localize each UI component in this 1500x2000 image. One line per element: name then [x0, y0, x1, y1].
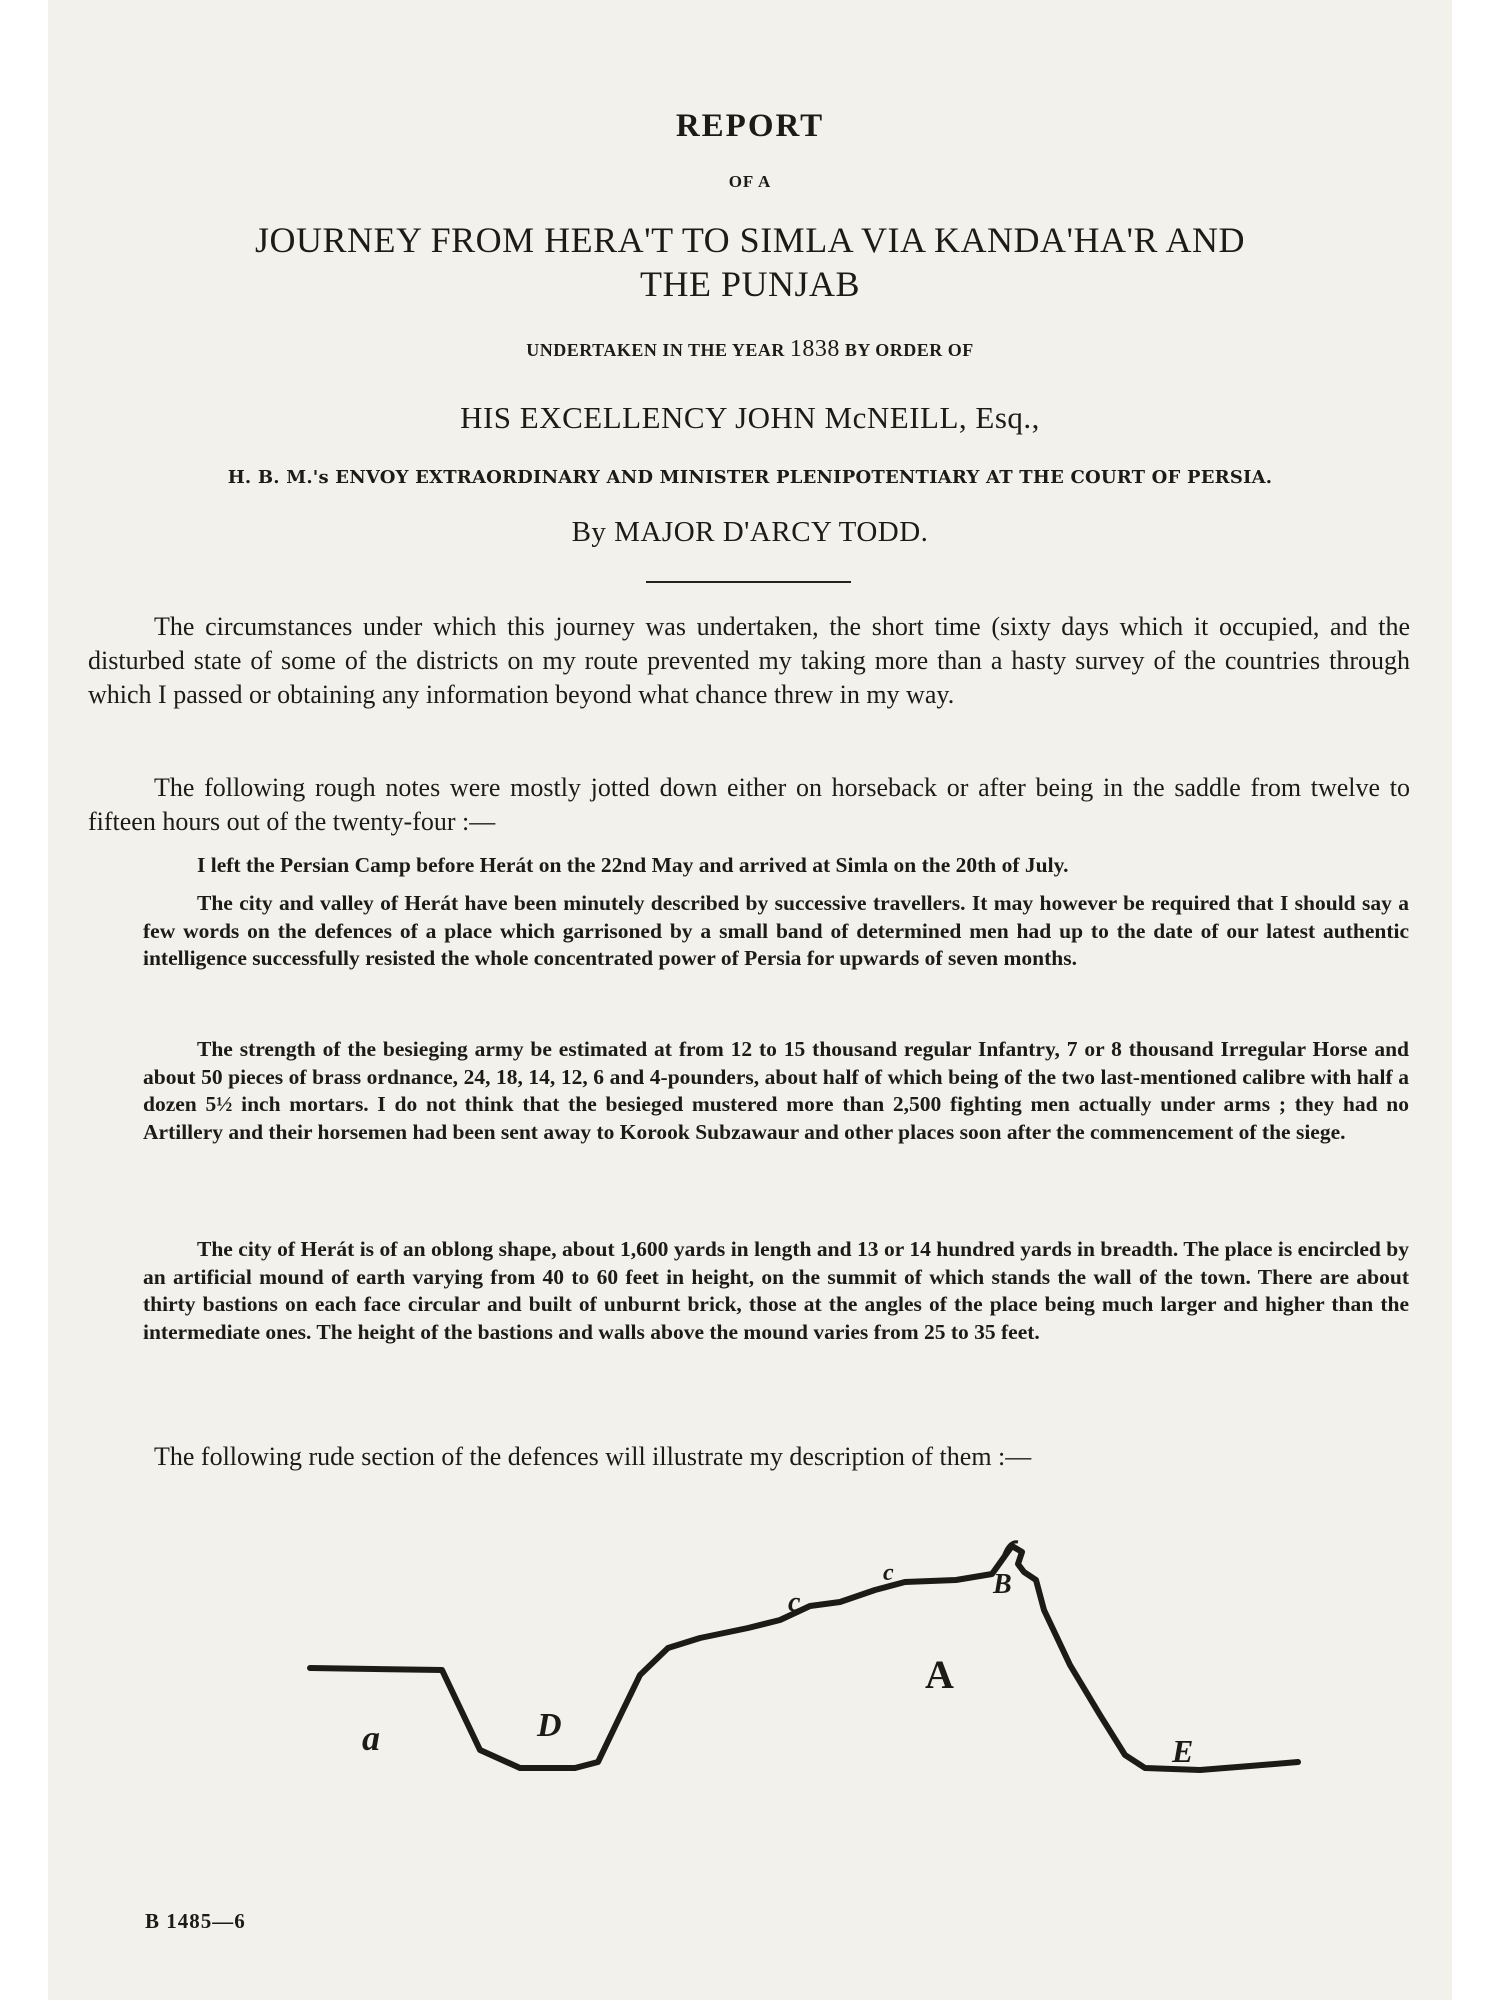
- journey-title-line1: JOURNEY FROM HERA'T TO SIMLA VIA KANDA'HA'R AND: [254, 220, 1246, 260]
- journey-title: [0, 218, 1500, 306]
- of-a-heading: OF A: [728, 172, 772, 191]
- diagram-label-e: E: [1172, 1733, 1194, 1769]
- paragraph-city-valley: The city and valley of Herát have been minutely described by successive travellers. It may however be required that I should say a few words on the defences of a place which garrisoned by a small band of determined men had up to the date of our latest authentic intelligence successfully resisted the whole concentrated power of Persia for upwards of seven months.: [143, 891, 1409, 970]
- excellency-heading: HIS EXCELLENCY JOHN McNEILL, Esq.,: [460, 400, 1040, 435]
- undertaken-suffix: BY ORDER OF: [839, 340, 974, 360]
- defences-section-diagram: [0, 1500, 1500, 1880]
- journey-title-line2: THE PUNJAB: [639, 264, 860, 304]
- paragraph-persian-camp: I left the Persian Camp before Herát on the 22nd May and arrived at Simla on the 20th of July.: [197, 853, 1069, 877]
- paragraph-city-shape: The city of Herát is of an oblong shape, about 1,600 yards in length and 13 or 14 hundred yards in breadth. The place is encircled by an artificial mound of earth varying from 40 to 60 feet in height, on the summit of which stands the wall of the town. There are about thirty bastions on each face circular and built of unburnt brick, those at the angles of the place being much larger and higher than the intermediate ones. The height of the bastions and walls above the mound varies from 25 to 35 feet.: [143, 1237, 1409, 1344]
- envoy-heading: H. B. M.'s ENVOY EXTRAORDINARY AND MINISTER PLENIPOTENTIARY AT THE COURT OF PERSIA.: [227, 467, 1273, 488]
- paragraph-rough-notes: The following rough notes were mostly jotted down either on horseback or after being in the saddle from twelve to fifteen hours out of the twenty-four :—: [88, 773, 1410, 836]
- diagram-label-c-lower: c: [788, 1587, 801, 1618]
- defences-profile-line: [310, 1546, 1298, 1770]
- diagram-label-d: D: [537, 1707, 562, 1744]
- undertaken-prefix: UNDERTAKEN IN THE YEAR: [526, 340, 790, 360]
- diagram-label-b: B: [993, 1569, 1012, 1600]
- author-heading: By MAJOR D'ARCY TODD.: [571, 516, 929, 548]
- diagram-label-a: a: [362, 1718, 380, 1758]
- diagram-label-a-mound: A: [925, 1652, 954, 1697]
- footer-code: B 1485—6: [145, 1909, 246, 1933]
- undertaken-year: 1838: [789, 336, 840, 362]
- diagram-label-c-upper: c: [883, 1560, 894, 1586]
- undertaken-line: [0, 336, 1500, 363]
- paragraph-besieging-army: The strength of the besieging army be estimated at from 12 to 15 thousand regular Infantry, 7 or 8 thousand Irregular Horse and about 50 pieces of brass ordnance, 24, 18, 14, 12, 6 and 4-pounders, about half of which being of the two last-mentioned calibre with half a dozen 5½ inch mortars. I do not think that the besieged mustered more than 2,500 fighting men actually under arms ; they had no Artillery and their horsemen had been sent away to Korook Subzawaur and other places soon after the commencement of the siege.: [143, 1037, 1409, 1144]
- report-heading: REPORT: [675, 108, 825, 144]
- heading-divider: [646, 581, 851, 583]
- paragraph-rude-section: The following rude section of the defences will illustrate my description of them :—: [154, 1442, 1032, 1471]
- paragraph-circumstances: The circumstances under which this journey was undertaken, the short time (sixty days which it occupied, and the disturbed state of some of the districts on my route prevented my taking more than a hasty survey of the countries through which I passed or obtaining any information beyond what chance threw in my way.: [88, 612, 1410, 709]
